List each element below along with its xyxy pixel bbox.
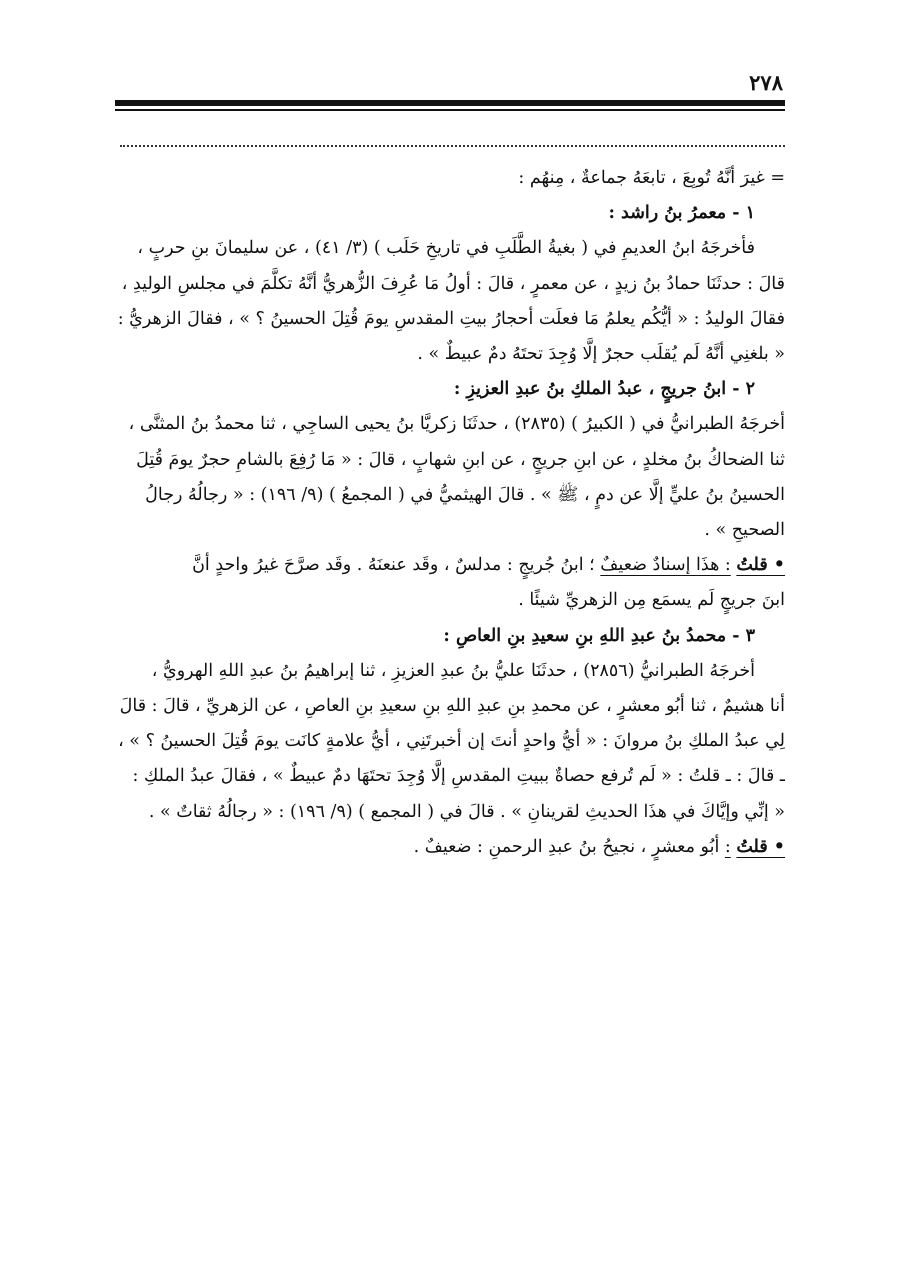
body-line: « إنِّي وإيَّاكَ في هذَا الحديثِ لقرينانِ » . قالَ في ( المجمع ) (٩/ ١٩٦) : « رجالُهُ ثقاتٌ » . — [148, 801, 785, 822]
note-text: أبُو معشرٍ ، نجيحُ بنُ عبدِ الرحمنِ : ضعيفٌ . — [413, 836, 720, 857]
body-line: الحسينُ بنُ عليٍّ إلَّا عن دمٍ ، ﷺ » . قالَ الهيثميُّ في ( المجمعُ ) (٩/ ١٩٦) : « رجالُهُ رجالُ — [145, 484, 785, 505]
body-line: ثنا الضحاكُ بنُ مخلدٍ ، عن ابنِ جريجٍ ، عن ابنِ شهابٍ ، قالَ : « مَا رُفِعَ بالشامِ حجرٌ يومَ قُتِلَ — [136, 449, 785, 470]
page-body — [115, 161, 785, 865]
book-page — [115, 70, 785, 865]
note-label: • قلتُ — [736, 555, 785, 576]
body-line: قالَ : حدثَنَا حمادُ بنُ زيدٍ ، عن معمرٍ ، قالَ : أولُ مَا عُرِفَ الزُّهريُّ أنَّهُ تكلَّمَ في مجلسِ الوليدِ ، — [121, 273, 785, 294]
note-text: ؛ ابنُ جُريجٍ : مدلسٌ ، وقَد عنعنَهُ . وقَد صرَّحَ غيرُ واحدٍ أنَّ — [192, 555, 595, 576]
note-line — [115, 548, 785, 583]
body-line: ابنَ جريجٍ لَم يسمَع مِن الزهريِّ شيئًا . — [518, 590, 785, 611]
section-heading: ٣ - محمدُ بنُ عبدِ اللهِ بنِ سعيدِ بنِ العاصِ : — [443, 625, 755, 646]
header-thin-rule — [115, 109, 785, 111]
section-heading: ١ - معمرُ بنُ راشد : — [608, 203, 755, 224]
header-thick-rule — [115, 100, 785, 106]
body-line: أخرجَهُ الطبرانيُّ (٢٨٥٦) ، حدثَنَا عليُّ بنُ عبدِ العزيزِ ، ثنا إبراهيمُ بنُ عبدِ اللهِ الهرويُّ ، — [151, 660, 755, 681]
note-underlined-text: : — [724, 836, 731, 857]
section-heading: ٢ - ابنُ جريجٍ ، عبدُ الملكِ بنُ عبدِ العزيزِ : — [453, 379, 755, 400]
body-line: أنا هشيمٌ ، ثنا أبُو معشرٍ ، عن محمدِ بنِ عبدِ اللهِ بنِ سعيدِ بنِ العاصِ ، عن الزهريِّ ، قالَ : قالَ — [119, 696, 785, 717]
dotted-separator — [120, 145, 785, 147]
note-underlined-text: : هذَا إسنادٌ ضعيفٌ — [600, 555, 731, 576]
body-line: أخرجَهُ الطبرانيُّ في ( الكبيرُ ) (٢٨٣٥) ، حدثَنَا زكريَّا بنُ يحيى الساجِي ، ثنا محمدُ بنُ المثنَّى ، — [128, 414, 785, 435]
body-line: الصحيحِ » . — [704, 520, 785, 541]
body-line: فقالَ الوليدُ : « أيُّكُم يعلمُ مَا فعلَت أحجارُ بيتِ المقدسِ يومَ قُتِلَ الحسينُ ؟ » ، فقالَ الزهريُّ : — [117, 308, 785, 329]
body-line: ـ قالَ : ـ قلتُ : « لَم تُرفع حصاةٌ ببيتِ المقدسِ إلَّا وُجِدَ تحتَهَا دمٌ عبيطٌ » ، فقالَ عبدُ الملكِ : — [132, 766, 785, 787]
body-line: فأخرجَهُ ابنُ العديمِ في ( بغيةُ الطَّلَبِ في تاريخِ حَلَب ) (٣/ ٤١) ، عن سليمانَ بنِ حربٍ ، — [137, 238, 755, 259]
body-line: « بلغنِي أنَّهُ لَم يُقلَب حجرٌ إلَّا وُجِدَ تحتَهُ دمٌ عبيطٌ » . — [417, 344, 785, 365]
page-number: ٢٧٨ — [749, 70, 783, 95]
body-line: = غيرَ أنَّهُ تُوبِعَ ، تابعَهُ جماعةٌ ، مِنهُم : — [518, 168, 785, 188]
note-label: • قلتُ — [736, 836, 785, 857]
body-line: لِي عبدُ الملكِ بنُ مروانَ : « أيُّ واحدٍ أنتَ إن أخبرتَنِي ، أيُّ علامةٍ كانَت يومَ قُتِلَ الحسينُ ؟ » ، — [118, 731, 785, 752]
note-line — [115, 830, 785, 865]
